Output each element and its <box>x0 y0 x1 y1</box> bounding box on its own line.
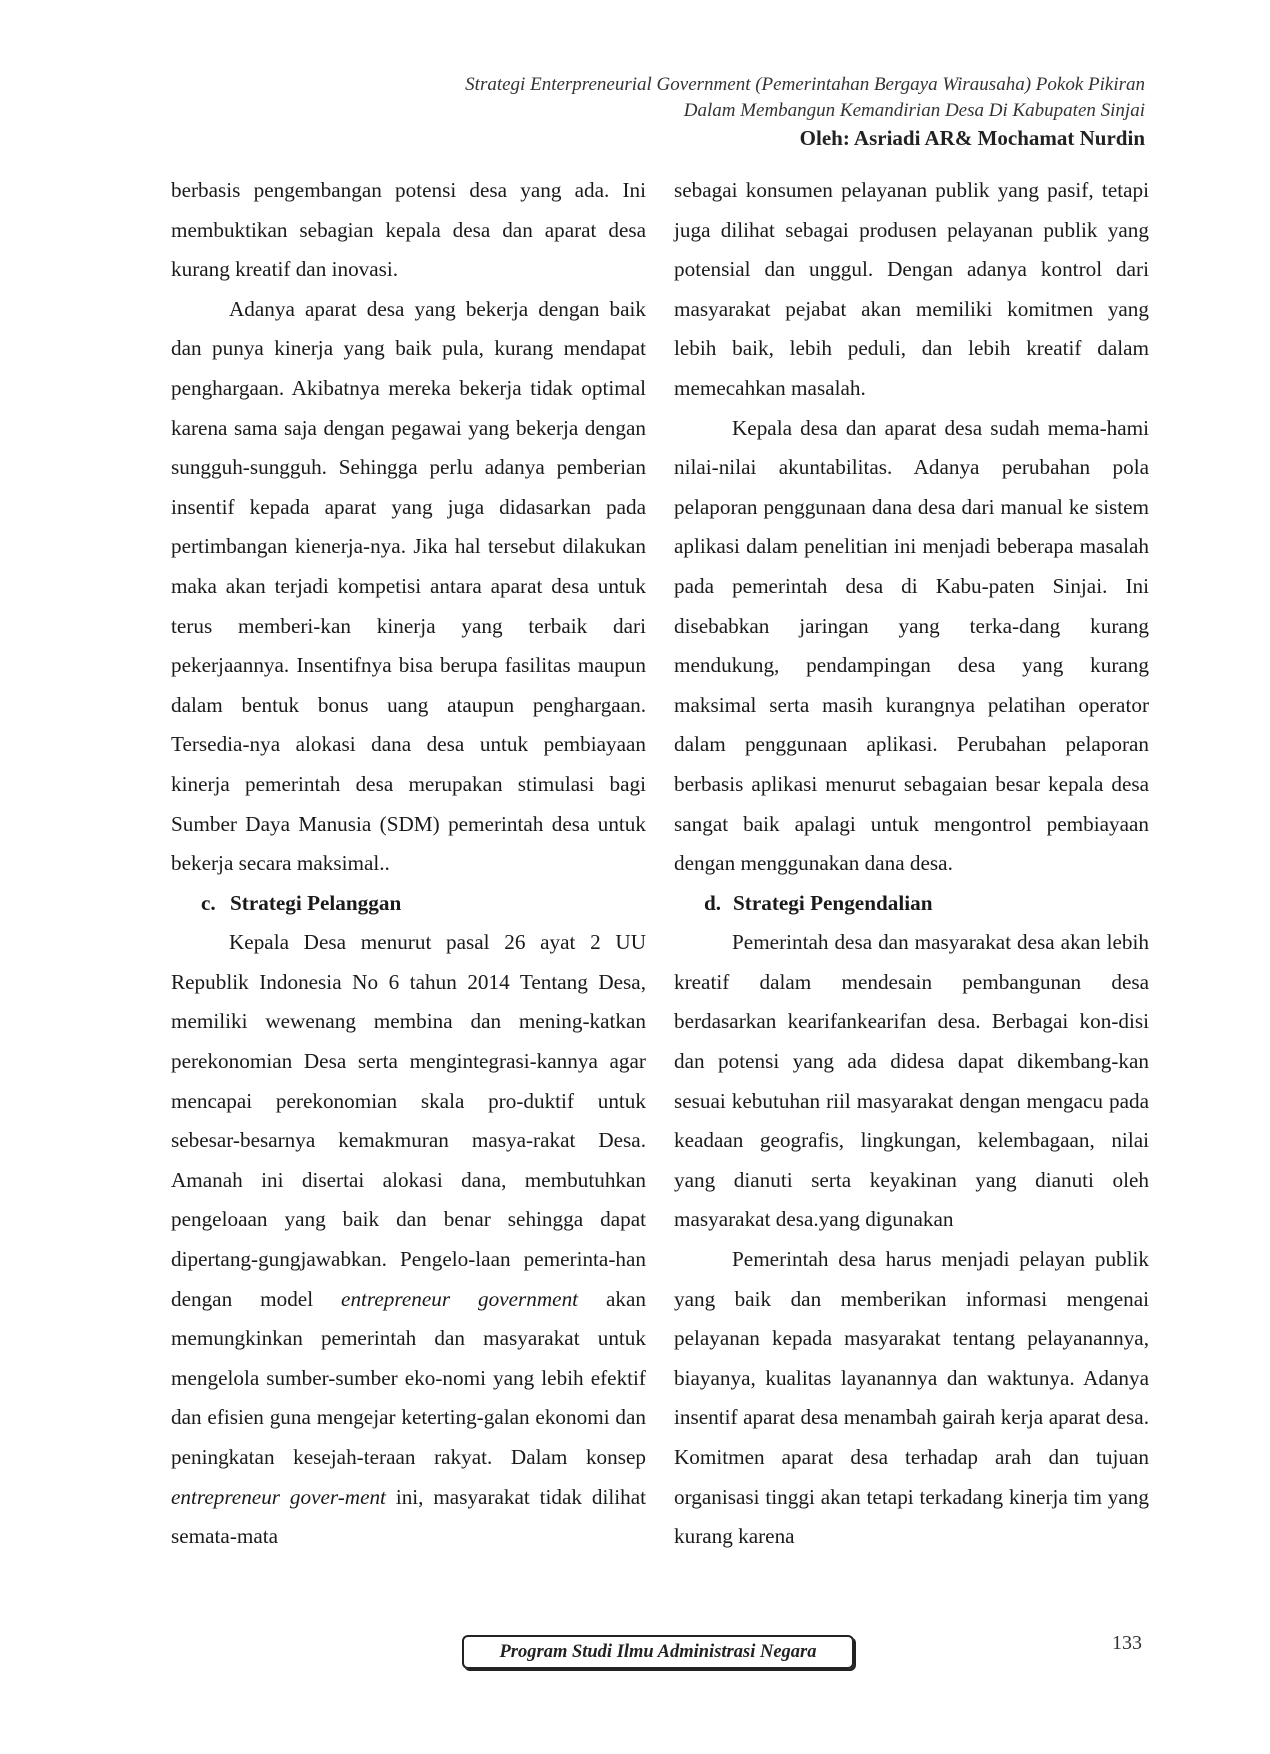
left-p3-emphasis-2: entrepreneur gover-ment <box>171 1484 386 1509</box>
left-paragraph-3 <box>171 923 646 1557</box>
right-column <box>674 171 1149 1557</box>
right-paragraph-2: Kepala desa dan aparat desa sudah mema-hami nilai-nilai akuntabilitas. Adanya perubahan pola pelaporan penggunaan dana desa dari manual ke sistem aplikasi dalam penelitian ini menjadi beberapa masalah pada pemerintah desa di Kabu-paten Sinjai. Ini disebabkan jaringan yang terka-dang kurang mendukung, pendampingan desa yang kurang maksimal serta masih kurangnya pelatihan operator dalam penggunaan aplikasi. Perubahan pelaporan berbasis aplikasi menurut sebagaian besar kepala desa sangat baik apalagi untuk mengontrol pembiayaan dengan menggunakan dana desa. <box>674 415 1149 876</box>
footer-program-label: Program Studi Ilmu Administrasi Negara <box>462 1635 854 1669</box>
section-heading-d <box>674 884 1149 924</box>
left-column <box>171 171 646 1557</box>
right-paragraph-4: Pemerintah desa harus menjadi pelayan publik yang baik dan memberikan informasi mengenai pelayanan kepada masyarakat tentang pelayanannya, biayanya, kualitas layanannya dan waktunya. Adanya insentif aparat desa menambah gairah kerja aparat desa. Komitmen aparat desa terhadap arah dan tujuan organisasi tinggi akan tetapi terkadang kinerja tim yang kurang karena <box>674 1247 1149 1549</box>
section-title-d: Strategi Pengendalian <box>733 890 933 915</box>
section-title-c: Strategi Pelanggan <box>230 890 402 915</box>
right-paragraph-3: Pemerintah desa dan masyarakat desa akan lebih kreatif dalam mendesain pembangunan desa berdasarkan kearifankearifan desa. Berbagai kon-disi dan potensi yang ada didesa dapat dikembang-kan sesuai kebutuhan riil masyarakat dengan mengacu pada keadaan geografis, lingkungan, kelembagaan, nilai yang dianuti serta keyakinan yang dianuti oleh masyarakat desa.yang digunakan <box>674 930 1149 1232</box>
running-header <box>465 72 1145 152</box>
section-letter-c: c. <box>201 890 216 915</box>
section-letter-d: d. <box>704 890 722 915</box>
left-paragraph-1: berbasis pengembangan potensi desa yang ada. Ini membuktikan sebagian kepala desa dan aparat desa kurang kreatif dan inovasi. <box>171 178 646 282</box>
left-p3-text-a: Kepala Desa menurut pasal 26 ayat 2 UU Republik Indonesia No 6 tahun 2014 Tentang Desa, memiliki wewenang membina dan mening-katkan perekonomian Desa serta mengintegrasi-kannya agar mencapai perekonomian skala pro-duktif untuk sebesar-besarnya kemakmuran masya-rakat Desa. Amanah ini disertai alokasi dana, membutuhkan pengeloaan yang baik dan benar sehingga dapat dipertang-gungjawabkan. Pengelo-laan pemerinta-han dengan model <box>171 930 646 1311</box>
right-paragraph-1: sebagai konsumen pelayanan publik yang pasif, tetapi juga dilihat sebagai produsen pelayanan publik yang potensial dan unggul. Dengan adanya kontrol dari masyarakat pejabat akan memiliki komitmen yang lebih baik, lebih peduli, dan lebih kreatif dalam memecahkan masalah. <box>674 178 1149 400</box>
header-author: Oleh: Asriadi AR& Mochamat Nurdin <box>799 126 1145 150</box>
section-heading-c <box>171 884 646 924</box>
left-p3-emphasis-1: entrepreneur government <box>341 1286 579 1311</box>
header-title-line2: Dalam Membangun Kemandirian Desa Di Kabupaten Sinjai <box>683 100 1145 121</box>
left-p3-text-c: ini, masyarakat tidak dilihat semata-mata <box>171 1484 647 1549</box>
left-p3-text-b: akan memungkinkan pemerintah dan masyarakat untuk mengelola sumber-sumber eko-nomi yang lebih efektif dan efisien guna mengejar keterting-galan ekonomi dan peningkatan kesejah-teraan rakyat. Dalam konsep <box>171 1286 647 1469</box>
left-paragraph-2: Adanya aparat desa yang bekerja dengan baik dan punya kinerja yang baik pula, kurang mendapat penghargaan. Akibatnya mereka bekerja tidak optimal karena sama saja dengan pegawai yang bekerja dengan sungguh-sungguh. Sehingga perlu adanya pemberian insentif kepada aparat yang juga didasarkan pada pertimbangan kienerja-nya. Jika hal tersebut dilakukan maka akan terjadi kompetisi antara aparat desa untuk terus memberi-kan kinerja yang terbaik dari pekerjaannya. Insentifnya bisa berupa fasilitas maupun dalam bentuk bonus uang ataupun penghargaan. Tersedia-nya alokasi dana desa untuk pembiayaan kinerja pemerintah desa merupakan stimulasi bagi Sumber Daya Manusia (SDM) pemerintah desa untuk bekerja secara maksimal.. <box>171 296 646 876</box>
header-title-line1: Strategi Enterpreneurial Government (Pemerintahan Bergaya Wirausaha) Pokok Pikiran <box>465 74 1145 95</box>
page-number: 133 <box>1112 1632 1142 1654</box>
